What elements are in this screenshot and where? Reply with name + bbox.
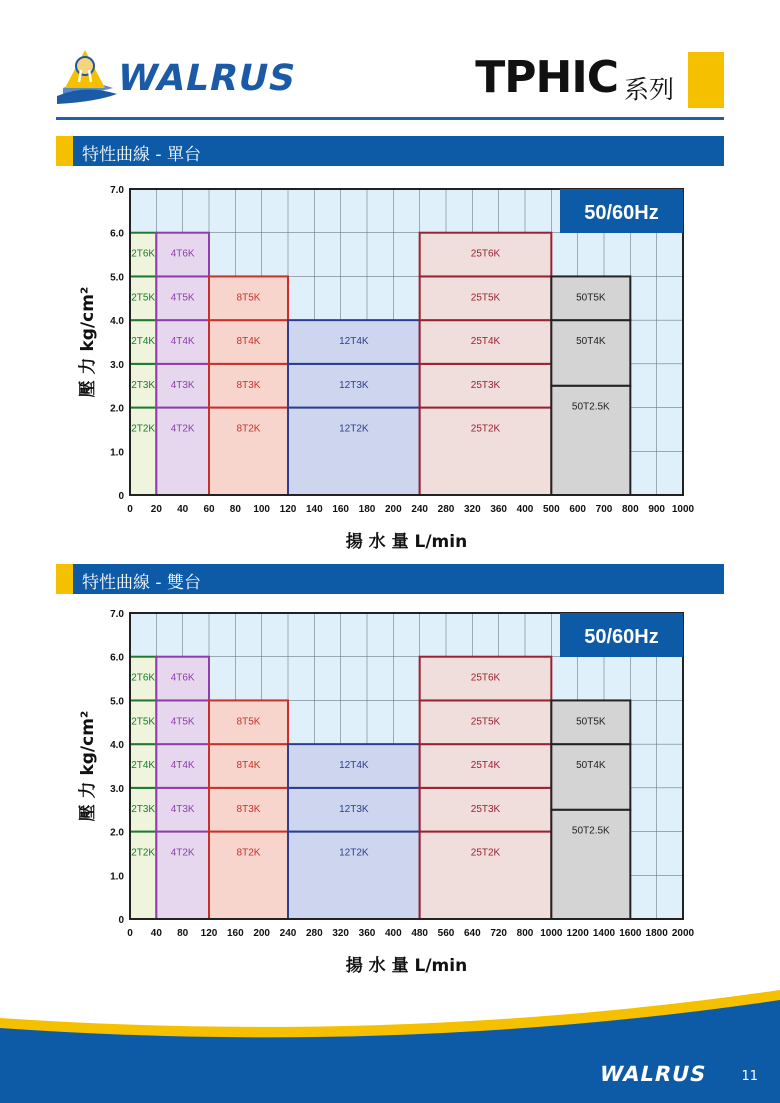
x-tick-label: 2000 <box>671 928 695 939</box>
chart-single <box>0 176 780 556</box>
bar-label: 2T6K <box>131 248 156 260</box>
y-tick-label: 0 <box>118 915 124 926</box>
x-tick-label: 800 <box>621 504 639 515</box>
x-tick-label: 400 <box>384 928 402 939</box>
bar-label: 4T4K <box>170 336 195 348</box>
y-tick-label: 7.0 <box>110 185 124 196</box>
bar-label: 2T2K <box>131 847 156 859</box>
y-tick-label: 2.0 <box>110 403 124 415</box>
x-tick-label: 240 <box>411 504 429 515</box>
bar-12t2k <box>288 408 420 495</box>
x-tick-label: 280 <box>437 504 455 515</box>
bar-label: 2T6K <box>131 672 156 684</box>
section-title-dual: 特性曲線 - 雙台 <box>82 573 201 593</box>
x-tick-label: 280 <box>305 928 323 939</box>
section-title-single: 特性曲線 - 單台 <box>82 145 201 165</box>
x-tick-label: 200 <box>253 928 271 939</box>
x-tick-label: 1000 <box>671 504 695 515</box>
bar-2t2k <box>130 408 156 495</box>
bar-label: 4T2K <box>170 847 195 859</box>
y-tick-label: 5.0 <box>110 696 124 708</box>
section-accent-tab <box>56 136 73 166</box>
bar-label: 25T4K <box>470 336 501 348</box>
bar-label: 4T5K <box>170 292 195 304</box>
bar-label: 4T6K <box>170 248 195 260</box>
y-tick-label: 3.0 <box>110 783 124 795</box>
x-tick-label: 100 <box>253 504 271 515</box>
header-divider <box>56 117 724 120</box>
bar-50t4k <box>551 320 630 386</box>
header-accent-tab <box>688 52 724 108</box>
bar-label: 12T4K <box>339 336 369 348</box>
bar-label: 12T4K <box>339 760 369 772</box>
section-bar-single <box>56 136 724 166</box>
x-tick-label: 140 <box>305 504 323 515</box>
bar-label: 25T3K <box>470 379 501 391</box>
bar-label: 50T5K <box>576 292 606 304</box>
x-tick-label: 160 <box>332 504 350 515</box>
bar-label: 4T3K <box>170 803 195 815</box>
x-tick-label: 400 <box>516 504 534 515</box>
footer-brand: WALRUS <box>597 1062 709 1086</box>
frequency-badge-label: 50/60Hz <box>584 626 659 648</box>
bar-label: 8T5K <box>236 716 261 728</box>
bar-25t2k <box>420 408 552 495</box>
bar-label: 2T3K <box>131 379 156 391</box>
x-tick-label: 900 <box>648 504 666 515</box>
bar-label: 12T2K <box>339 423 369 435</box>
bar-label: 2T4K <box>131 760 156 772</box>
x-axis-title: 揚 水 量 L/min <box>345 532 468 552</box>
bar-label: 2T5K <box>131 292 156 304</box>
x-tick-label: 0 <box>127 504 133 515</box>
bar-label: 4T3K <box>170 379 195 391</box>
bar-8t2k <box>209 408 288 495</box>
bar-label: 8T2K <box>236 423 261 435</box>
series-title: TPHIC <box>475 52 618 103</box>
y-tick-label: 7.0 <box>110 609 124 620</box>
footer-wave <box>0 990 780 1103</box>
x-tick-label: 160 <box>226 928 244 939</box>
bar-label: 25T3K <box>470 803 501 815</box>
bar-label: 8T3K <box>236 379 261 391</box>
bar-label: 25T6K <box>470 248 501 260</box>
x-tick-label: 1800 <box>645 928 668 939</box>
y-tick-label: 1.0 <box>110 447 124 459</box>
x-tick-label: 600 <box>569 504 587 515</box>
bar-label: 2T3K <box>131 803 156 815</box>
bar-label: 12T2K <box>339 847 369 859</box>
bar-label: 4T6K <box>170 672 195 684</box>
x-tick-label: 240 <box>279 928 297 939</box>
bar-4t2k <box>156 408 209 495</box>
x-tick-label: 120 <box>279 504 297 515</box>
bar-label: 50T2.5K <box>571 401 610 413</box>
bar-label: 12T3K <box>339 803 369 815</box>
bar-label: 4T4K <box>170 760 195 772</box>
bar-8t2k <box>209 832 288 919</box>
bar-4t2k <box>156 832 209 919</box>
y-tick-label: 6.0 <box>110 228 124 240</box>
y-tick-label: 0 <box>118 491 124 502</box>
bar-label: 2T5K <box>131 716 156 728</box>
bar-label: 8T5K <box>236 292 261 304</box>
bar-2t2k <box>130 832 156 919</box>
x-tick-label: 360 <box>358 928 376 939</box>
frequency-badge-label: 50/60Hz <box>584 202 659 224</box>
x-tick-label: 60 <box>203 504 215 515</box>
x-tick-label: 320 <box>332 928 350 939</box>
y-tick-label: 3.0 <box>110 359 124 371</box>
x-tick-label: 800 <box>516 928 534 939</box>
x-tick-label: 320 <box>463 504 481 515</box>
bar-label: 25T6K <box>470 672 501 684</box>
section-bar-dual <box>56 564 724 594</box>
y-tick-label: 5.0 <box>110 272 124 284</box>
x-tick-label: 0 <box>127 928 133 939</box>
y-tick-label: 4.0 <box>110 740 124 752</box>
x-tick-label: 1200 <box>566 928 589 939</box>
bar-label: 8T4K <box>236 760 261 772</box>
bar-label: 25T2K <box>470 423 501 435</box>
page-number: 11 <box>741 1069 758 1084</box>
x-tick-label: 500 <box>542 504 560 515</box>
y-tick-label: 2.0 <box>110 827 124 839</box>
bar-label: 4T2K <box>170 423 195 435</box>
series-suffix: 系列 <box>623 75 674 104</box>
x-tick-label: 360 <box>490 504 508 515</box>
bar-label: 4T5K <box>170 716 195 728</box>
bar-label: 50T4K <box>576 760 606 772</box>
bar-label: 2T4K <box>131 336 156 348</box>
x-tick-label: 200 <box>384 504 402 515</box>
x-tick-label: 40 <box>177 504 189 515</box>
bar-label: 50T4K <box>576 336 606 348</box>
x-tick-label: 1000 <box>540 928 563 939</box>
section-accent-tab <box>56 564 73 594</box>
x-tick-label: 80 <box>229 504 241 515</box>
bar-25t2k <box>420 832 552 919</box>
bar-label: 8T4K <box>236 336 261 348</box>
x-tick-label: 20 <box>150 504 162 515</box>
bar-label: 8T3K <box>236 803 261 815</box>
bar-label: 25T5K <box>470 292 501 304</box>
bar-label: 50T2.5K <box>571 825 610 837</box>
x-tick-label: 480 <box>411 928 429 939</box>
bar-label: 25T5K <box>470 716 501 728</box>
x-tick-label: 1600 <box>619 928 642 939</box>
x-axis-title: 揚 水 量 L/min <box>345 956 468 976</box>
chart-dual <box>0 600 780 985</box>
bar-label: 12T3K <box>339 379 369 391</box>
x-tick-label: 180 <box>358 504 376 515</box>
bar-label: 25T2K <box>470 847 501 859</box>
y-tick-label: 1.0 <box>110 871 124 883</box>
brand-name: WALRUS <box>113 58 301 99</box>
x-tick-label: 700 <box>595 504 613 515</box>
x-tick-label: 120 <box>200 928 218 939</box>
y-tick-label: 6.0 <box>110 652 124 664</box>
bar-50t4k <box>551 744 630 810</box>
y-axis-title: 壓 力 kg/cm² <box>78 710 98 822</box>
y-axis-title: 壓 力 kg/cm² <box>78 286 98 398</box>
x-tick-label: 720 <box>490 928 508 939</box>
bar-12t2k <box>288 832 420 919</box>
bar-label: 50T5K <box>576 716 606 728</box>
bar-label: 8T2K <box>236 847 261 859</box>
bar-label: 2T2K <box>131 423 156 435</box>
bar-label: 25T4K <box>470 760 501 772</box>
x-tick-label: 40 <box>150 928 162 939</box>
x-tick-label: 560 <box>437 928 455 939</box>
x-tick-label: 80 <box>177 928 189 939</box>
x-tick-label: 640 <box>463 928 481 939</box>
y-tick-label: 4.0 <box>110 316 124 328</box>
x-tick-label: 1400 <box>592 928 616 939</box>
